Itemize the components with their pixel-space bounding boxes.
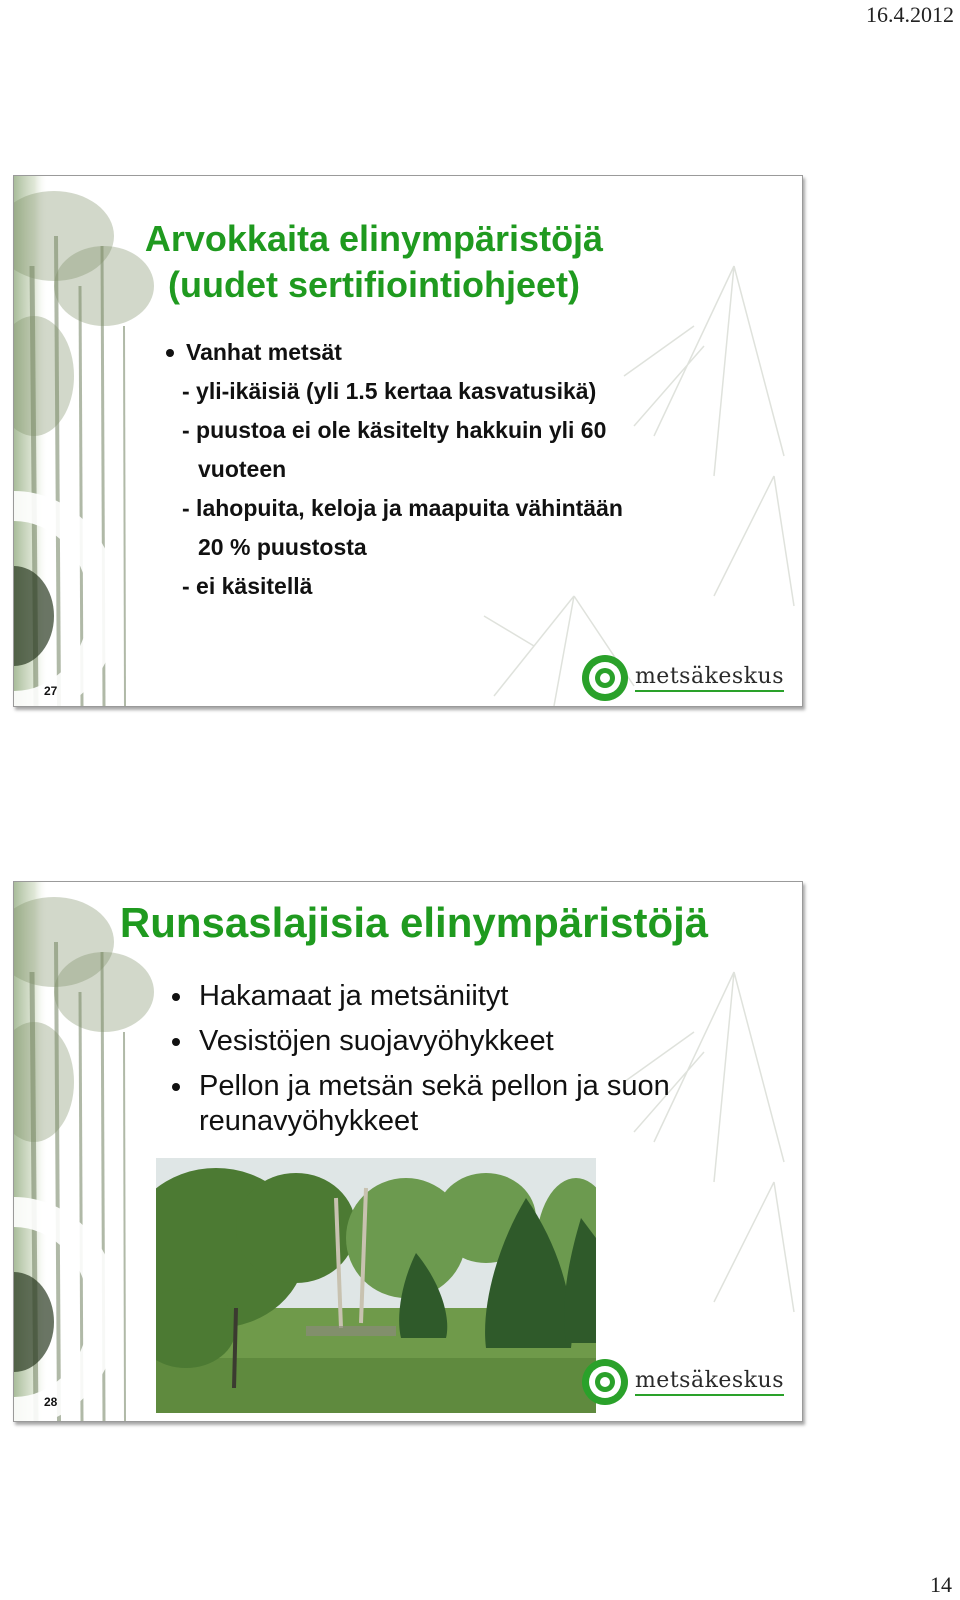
slide-number: 27	[44, 684, 58, 698]
slide-title	[74, 216, 674, 308]
list-item: vuoteen	[198, 456, 287, 482]
target-logo-icon	[581, 654, 629, 702]
bullet-list	[164, 333, 342, 372]
list-item: Pellon ja metsän sekä pellon ja suon reunavyöhykkeet	[169, 1064, 670, 1139]
list-item: - ei käsitellä	[182, 573, 313, 599]
metsakeskus-logo	[581, 654, 784, 702]
slide-title-line2: (uudet sertifiointiohjeet)	[168, 264, 580, 305]
list-item: - yli-ikäisiä (yli 1.5 kertaa kasvatusikä)	[182, 378, 597, 404]
slide-title-line1: Arvokkaita elinympäristöjä	[144, 218, 604, 259]
bullet-dot-icon	[172, 1083, 180, 1091]
list-item: Vanhat metsät	[164, 333, 342, 372]
list-item: - lahopuita, keloja ja maapuita vähintään	[182, 495, 623, 521]
forest-photo	[156, 1158, 596, 1413]
list-item: Vesistöjen suojavyöhykkeet	[169, 1019, 670, 1064]
page-date: 16.4.2012	[866, 2, 954, 27]
metsakeskus-logo	[581, 1358, 784, 1406]
slide-number: 28	[44, 1395, 58, 1409]
list-item: Hakamaat ja metsäniityt	[169, 974, 670, 1019]
target-logo-icon	[581, 1358, 629, 1406]
bullet-list	[169, 974, 670, 1139]
bullet-dot-icon	[172, 1038, 180, 1046]
logo-text: metsäkeskus	[635, 664, 784, 692]
list-item-continuation: reunavyöhykkeet	[199, 1105, 419, 1137]
page-number: 14	[930, 1572, 952, 1597]
slide-28	[13, 881, 803, 1422]
list-item: 20 % puustosta	[198, 534, 367, 560]
slide-title: Runsaslajisia elinympäristöjä	[119, 899, 709, 946]
slide-27	[13, 175, 803, 707]
bullet-dot-icon	[166, 349, 174, 357]
bullet-dot-icon	[172, 993, 180, 1001]
sub-list	[182, 372, 623, 606]
logo-text: metsäkeskus	[635, 1368, 784, 1396]
list-item: - puustoa ei ole käsitelty hakkuin yli 60	[182, 417, 607, 443]
